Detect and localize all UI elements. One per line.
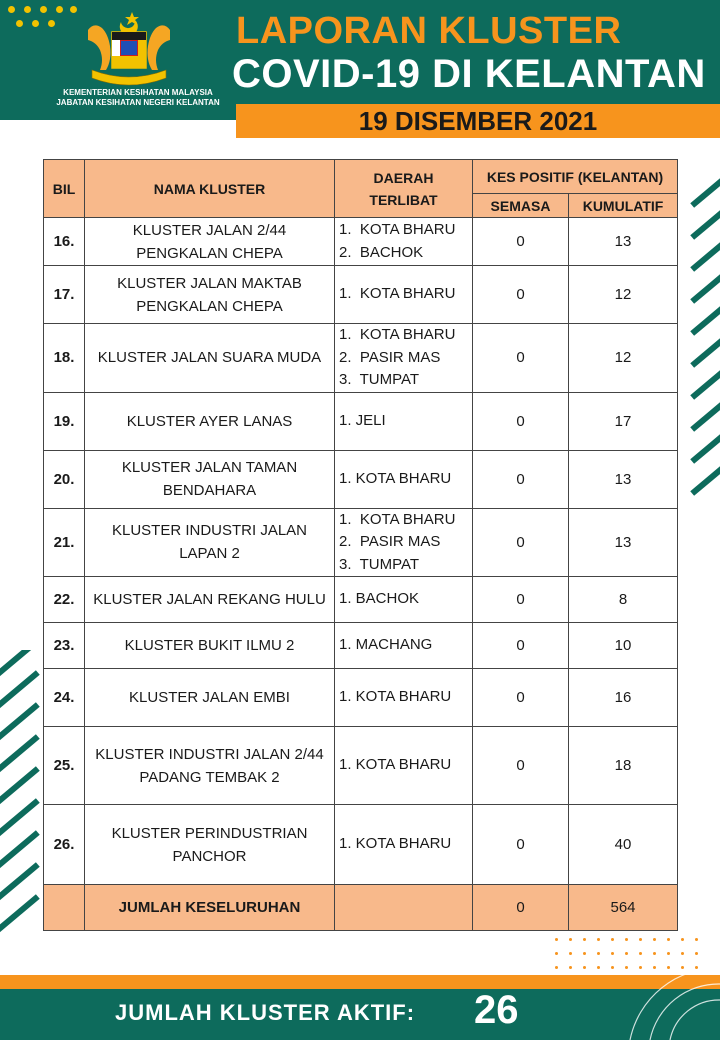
daerah-item: 3. TUMPAT [339, 371, 420, 388]
cell-kumulatif: 8 [569, 577, 678, 623]
decorative-dot [583, 966, 586, 969]
cell-bil: 17. [44, 266, 85, 324]
cell-bil: 25. [44, 727, 85, 805]
cell-nama-kluster: KLUSTER BUKIT ILMU 2 [85, 623, 335, 669]
cell-bil: 21. [44, 508, 85, 577]
table-row [44, 266, 678, 324]
cell-nama-kluster: KLUSTER INDUSTRI JALAN LAPAN 2 [85, 508, 335, 577]
daerah-item: 1. KOTA BHARU [339, 756, 452, 774]
decorative-dot [667, 938, 670, 941]
cell-semasa: 0 [473, 577, 569, 623]
cell-nama-kluster: KLUSTER JALAN MAKTAB PENGKALAN CHEPA [85, 266, 335, 324]
cell-semasa: 0 [473, 669, 569, 727]
cell-semasa: 0 [473, 266, 569, 324]
cell-daerah-terlibat [335, 508, 473, 577]
decorative-dot [597, 938, 600, 941]
table-row [44, 392, 678, 450]
cell-kumulatif: 16 [569, 669, 678, 727]
cell-daerah-terlibat [335, 669, 473, 727]
decorative-dot [569, 938, 572, 941]
cell-nama-kluster: KLUSTER PERINDUSTRIAN PANCHOR [85, 805, 335, 885]
cell-kumulatif: 10 [569, 623, 678, 669]
decorative-stripes-left [0, 650, 42, 950]
cell-bil: 16. [44, 218, 85, 266]
cell-semasa: 0 [473, 623, 569, 669]
table-row [44, 577, 678, 623]
daerah-item: 1. JELI [339, 411, 386, 429]
daerah-item: 1. MACHANG [339, 636, 433, 654]
cell-kumulatif: 13 [569, 508, 678, 577]
decorative-arcs [610, 960, 720, 1040]
header-bil: BIL [44, 160, 85, 218]
decorative-dot [625, 952, 628, 955]
cell-nama-kluster: KLUSTER JALAN REKANG HULU [85, 577, 335, 623]
decorative-dot [695, 952, 698, 955]
cell-kumulatif: 13 [569, 450, 678, 508]
active-cluster-count: 26 [474, 988, 519, 1032]
decorative-dot [555, 938, 558, 941]
cell-kumulatif: 13 [569, 218, 678, 266]
coat-of-arms-logo [74, 8, 184, 88]
cell-kumulatif: 12 [569, 324, 678, 393]
cell-nama-kluster: KLUSTER JALAN EMBI [85, 669, 335, 727]
decorative-dot [597, 952, 600, 955]
cell-semasa: 0 [473, 450, 569, 508]
cell-bil: 18. [44, 324, 85, 393]
header-semasa: SEMASA [473, 194, 569, 218]
page-title-line1: LAPORAN KLUSTER [236, 10, 622, 52]
decorative-dot [597, 966, 600, 969]
cell-daerah-terlibat [335, 450, 473, 508]
header-daerah-terlibat: DAERAH TERLIBAT [335, 160, 473, 218]
cell-daerah-terlibat [335, 623, 473, 669]
daerah-item: 2. PASIR MAS [339, 533, 441, 550]
cell-kumulatif: 40 [569, 805, 678, 885]
cell-daerah-terlibat [335, 577, 473, 623]
daerah-item: 3. TUMPAT [339, 555, 420, 573]
cell-bil: 24. [44, 669, 85, 727]
cell-daerah-terlibat [335, 266, 473, 324]
ministry-name: KEMENTERIAN KESIHATAN MALAYSIA JABATAN KESIHATAN NEGERI KELANTAN [56, 88, 220, 107]
cell-nama-kluster: KLUSTER INDUSTRI JALAN 2/44 PADANG TEMBAK 2 [85, 727, 335, 805]
decorative-dot [639, 938, 642, 941]
table-row [44, 324, 678, 393]
daerah-item: 1. KOTA BHARU [339, 469, 452, 487]
header-kumulatif: KUMULATIF [569, 194, 678, 218]
daerah-item: 1. KOTA BHARU [339, 221, 456, 238]
active-cluster-label: JUMLAH KLUSTER AKTIF: [115, 1000, 416, 1025]
table-row [44, 669, 678, 727]
total-row [44, 885, 678, 931]
cell-semasa: 0 [473, 805, 569, 885]
table-body [44, 218, 678, 885]
cell-nama-kluster: KLUSTER JALAN TAMAN BENDAHARA [85, 450, 335, 508]
decorative-dot [569, 952, 572, 955]
total-semasa: 0 [473, 885, 569, 931]
cell-daerah-terlibat [335, 727, 473, 805]
decorative-dot [611, 952, 614, 955]
daerah-item: 1. KOTA BHARU [339, 285, 456, 303]
table-row [44, 623, 678, 669]
cell-daerah-terlibat [335, 805, 473, 885]
total-label: JUMLAH KESELURUHAN [85, 885, 335, 931]
daerah-item: 1. KOTA BHARU [339, 510, 456, 528]
cell-semasa: 0 [473, 508, 569, 577]
decorative-dot [611, 938, 614, 941]
page-title-line2: COVID-19 DI KELANTAN [232, 52, 706, 96]
daerah-item: 1. KOTA BHARU [339, 835, 452, 853]
decorative-dot [653, 938, 656, 941]
decorative-stripes-right [680, 160, 720, 520]
cell-daerah-terlibat [335, 218, 473, 266]
daerah-item: 2. BACHOK [339, 243, 424, 261]
cell-semasa: 0 [473, 727, 569, 805]
decorative-dot [555, 966, 558, 969]
report-date: 19 DISEMBER 2021 [236, 104, 720, 138]
cell-semasa: 0 [473, 218, 569, 266]
decorative-dot [583, 952, 586, 955]
cell-nama-kluster: KLUSTER AYER LANAS [85, 392, 335, 450]
daerah-item: 1. KOTA BHARU [339, 326, 456, 343]
cell-daerah-terlibat [335, 324, 473, 393]
daerah-item: 2. PASIR MAS [339, 348, 441, 366]
cell-bil: 22. [44, 577, 85, 623]
table-row [44, 727, 678, 805]
decorative-dot [555, 952, 558, 955]
table-row [44, 450, 678, 508]
cell-kumulatif: 12 [569, 266, 678, 324]
table-row [44, 805, 678, 885]
decorative-dot [583, 938, 586, 941]
daerah-item: 1. BACHOK [339, 590, 420, 608]
cell-bil: 19. [44, 392, 85, 450]
cell-kumulatif: 17 [569, 392, 678, 450]
decorative-dot [681, 938, 684, 941]
decorative-dot [681, 952, 684, 955]
cell-kumulatif: 18 [569, 727, 678, 805]
decorative-dot [695, 938, 698, 941]
cluster-table [43, 159, 678, 931]
decorative-dot [667, 952, 670, 955]
cell-daerah-terlibat [335, 392, 473, 450]
decorative-dot [569, 966, 572, 969]
total-empty-cell [44, 885, 85, 931]
table-row [44, 508, 678, 577]
cell-nama-kluster: KLUSTER JALAN SUARA MUDA [85, 324, 335, 393]
cell-bil: 23. [44, 623, 85, 669]
total-daerah-cell [335, 885, 473, 931]
total-kumulatif: 564 [569, 885, 678, 931]
cell-bil: 26. [44, 805, 85, 885]
header-nama-kluster: NAMA KLUSTER [85, 160, 335, 218]
decorative-dot [625, 938, 628, 941]
decorative-dots [8, 6, 78, 32]
cell-semasa: 0 [473, 324, 569, 393]
decorative-dot [639, 952, 642, 955]
cell-nama-kluster: KLUSTER JALAN 2/44 PENGKALAN CHEPA [85, 218, 335, 266]
daerah-item: 1. KOTA BHARU [339, 688, 452, 706]
cell-bil: 20. [44, 450, 85, 508]
cell-semasa: 0 [473, 392, 569, 450]
decorative-dot [653, 952, 656, 955]
header-kes-positif: KES POSITIF (KELANTAN) [473, 160, 678, 194]
table-row [44, 218, 678, 266]
